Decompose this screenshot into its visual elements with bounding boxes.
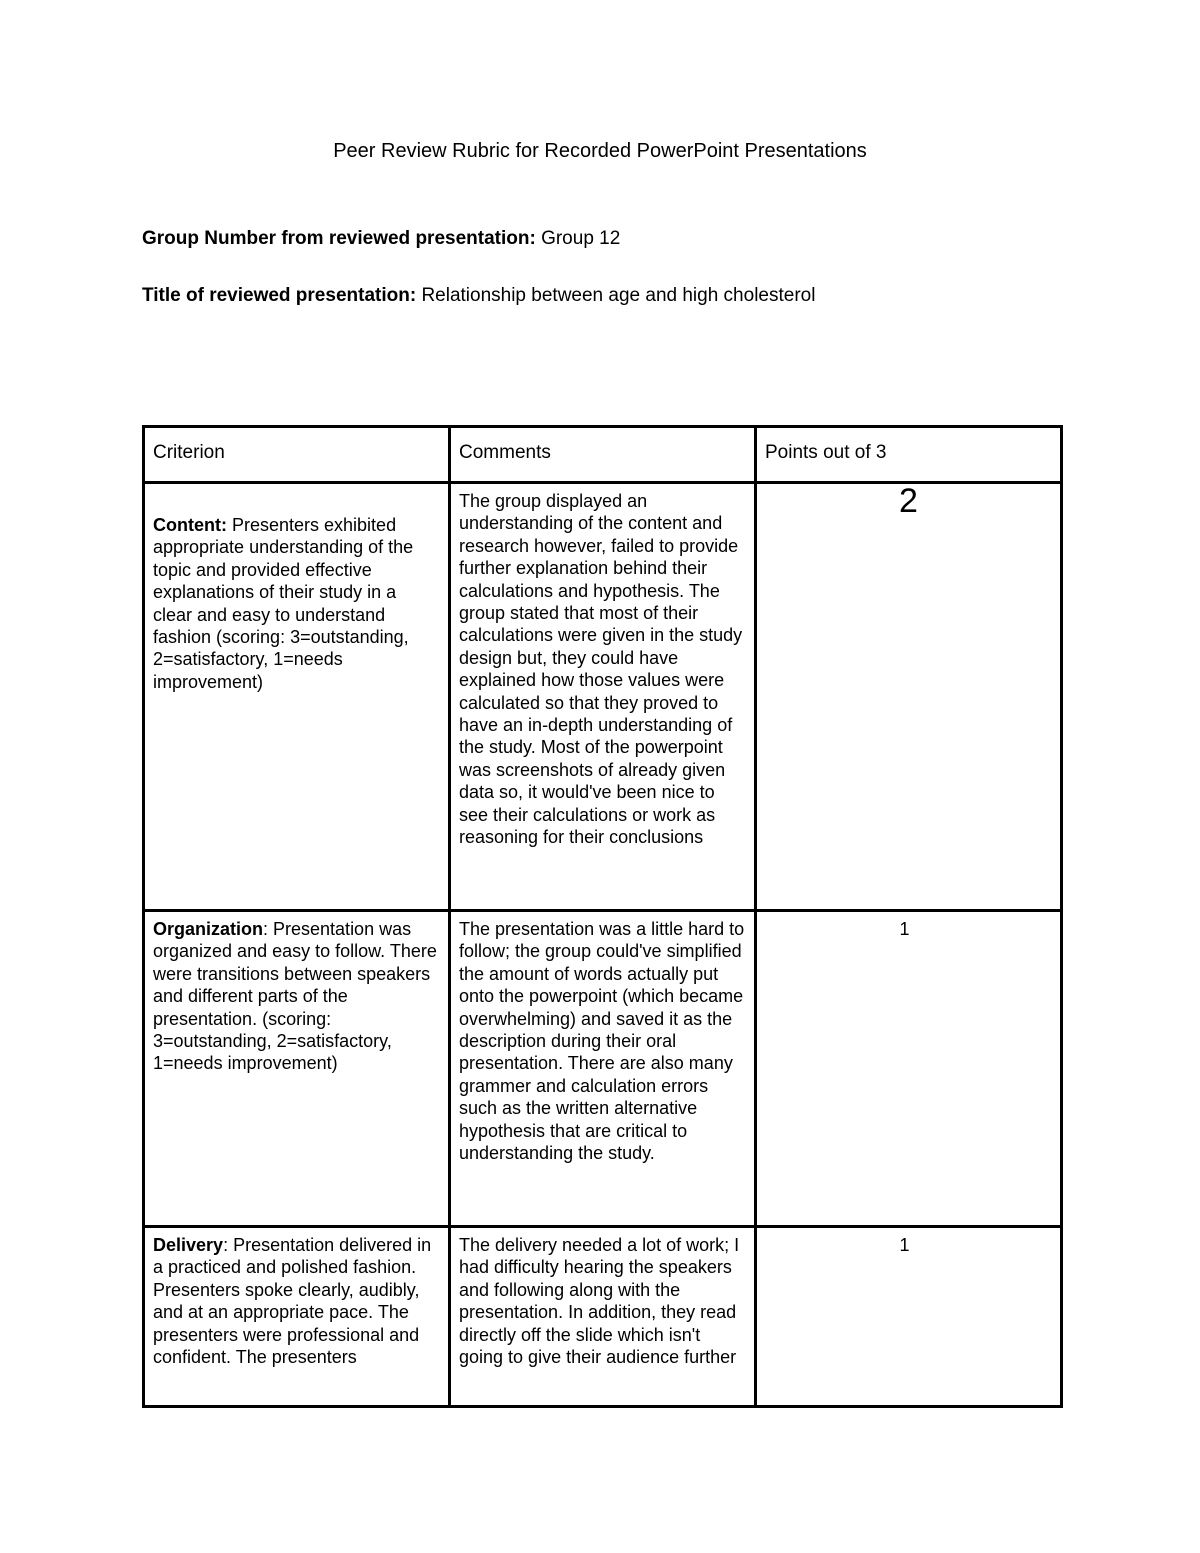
criterion-text: Presenters exhibited appropriate understanding of the topic and provided effective explanations of their study in a clear and easy to understand fashion (scoring: 3=outstanding, 2=satisfactory, 1=needs improvement)	[153, 515, 414, 692]
table-header-row	[144, 427, 1062, 483]
presentation-title-line	[142, 285, 815, 307]
table-row-content	[144, 483, 1062, 911]
points-cell: 1	[756, 911, 1062, 1227]
criterion-cell	[144, 483, 450, 911]
presentation-title-label: Title of reviewed presentation:	[142, 285, 417, 306]
rubric-table	[142, 425, 1063, 1408]
points-cell: 2	[756, 483, 1062, 911]
criterion-lead: Delivery	[153, 1235, 224, 1255]
group-number-line	[142, 228, 620, 250]
points-cell: 1	[756, 1227, 1062, 1407]
comment-cell: The delivery needed a lot of work; I had difficulty hearing the speakers and following along with the presentation. In addition, they read directly off the slide which isn't going to give their audience further	[450, 1227, 756, 1407]
criterion-lead: Content:	[153, 515, 227, 535]
group-number-value: Group 12	[541, 228, 621, 249]
table-row-delivery	[144, 1227, 1062, 1407]
criterion-text: : Presentation was organized and easy to follow. There were transitions between speakers and different parts of the presentation. (scoring: 3=outstanding, 2=satisfactory, 1=needs improvement)	[153, 919, 437, 1074]
table-row-organization	[144, 911, 1062, 1227]
comment-cell: The group displayed an understanding of the content and research however, failed to provide further explanation behind their calculations and hypothesis. The group stated that most of their calculations were given in the study design but, they could have explained how those values were calculated so that they proved to have an in-depth understanding of the study. Most of the powerpoint was screenshots of already given data so, it would've been nice to see their calculations or work as reasoning for their conclusions	[450, 483, 756, 911]
group-number-label: Group Number from reviewed presentation:	[142, 228, 536, 249]
criterion-lead: Organization	[153, 919, 264, 939]
header-points: Points out of 3	[756, 427, 1062, 483]
comment-cell: The presentation was a little hard to follow; the group could've simplified the amount of words actually put onto the powerpoint (which became overwhelming) and saved it as the description during their oral presentation. There are also many grammer and calculation errors such as the written alternative hypothesis that are critical to understanding the study.	[450, 911, 756, 1227]
criterion-text: : Presentation delivered in a practiced and polished fashion. Presenters spoke clearly, audibly, and at an appropriate pace. The presenters were professional and confident. The presenters	[153, 1235, 432, 1368]
presentation-title-value: Relationship between age and high cholesterol	[421, 285, 816, 306]
header-criterion: Criterion	[144, 427, 450, 483]
document-title: Peer Review Rubric for Recorded PowerPoint Presentations	[333, 140, 867, 162]
header-comments: Comments	[450, 427, 756, 483]
criterion-cell	[144, 911, 450, 1227]
criterion-cell	[144, 1227, 450, 1407]
